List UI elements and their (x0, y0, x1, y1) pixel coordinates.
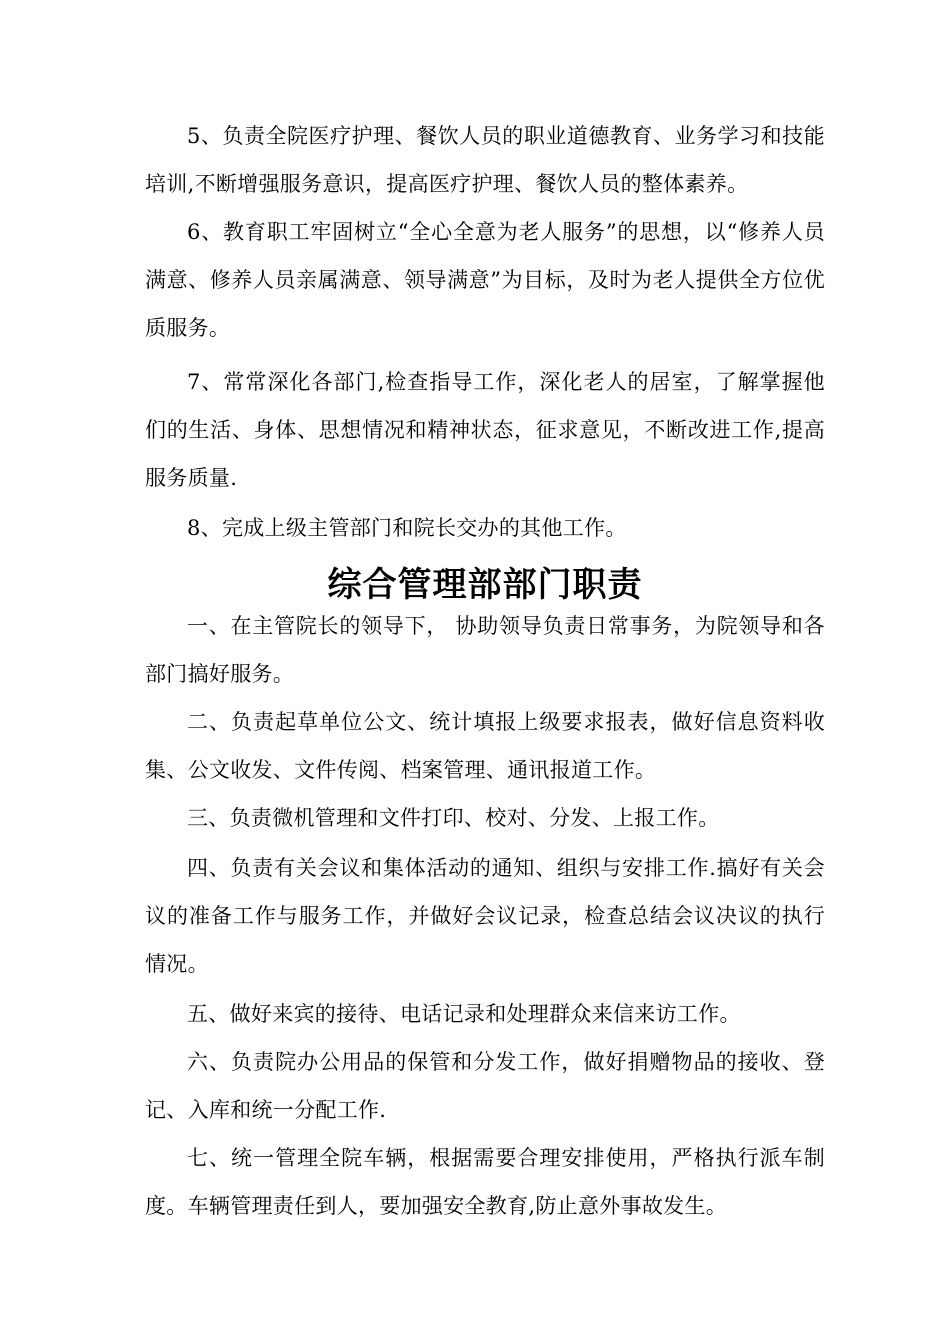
duty-item-7: 七、统一管理全院车辆，根据需要合理安排使用，严格执行派车制度。车辆管理责任到人，要加强安全教育,防止意外事故发生。 (145, 1146, 825, 1218)
paragraph-item-5: 5、负责全院医疗护理、餐饮人员的职业道德教育、业务学习和技能培训,不断增强服务意识，提高医疗护理、餐饮人员的整体素养。 (145, 124, 825, 196)
duty-item-3: 三、负责微机管理和文件打印、校对、分发、上报工作。 (187, 806, 720, 830)
duty-item-6: 六、负责院办公用品的保管和分发工作，做好捐赠物品的接收、登记、入库和统一分配工作. (145, 1050, 825, 1122)
paragraph-item-7: 7、常常深化各部门,检查指导工作，深化老人的居室，了解掌握他们的生活、身体、思想情况和精神状态，征求意见，不断改进工作,提高服务质量. (145, 370, 825, 490)
duty-item-2: 二、负责起草单位公文、统计填报上级要求报表，做好信息资料收集、公文收发、文件传阅、档案管理、通讯报道工作。 (145, 710, 825, 782)
paragraph-item-8: 8、完成上级主管部门和院长交办的其他工作。 (187, 516, 627, 540)
section-title: 综合管理部部门职责 (327, 565, 643, 605)
paragraph-item-6: 6、教育职工牢固树立“全心全意为老人服务”的思想，以“修养人员满意、修养人员亲属满意、领导满意”为目标，及时为老人提供全方位优质服务。 (145, 220, 825, 340)
duty-item-1: 一、在主管院长的领导下， 协助领导负责日常事务，为院领导和各部门搞好服务。 (145, 614, 825, 686)
duty-item-5: 五、做好来宾的接待、电话记录和处理群众来信来访工作。 (187, 1002, 741, 1026)
duty-item-4: 四、负责有关会议和集体活动的通知、组织与安排工作.搞好有关会议的准备工作与服务工作，并做好会议记录，检查总结会议决议的执行情况。 (145, 856, 825, 976)
